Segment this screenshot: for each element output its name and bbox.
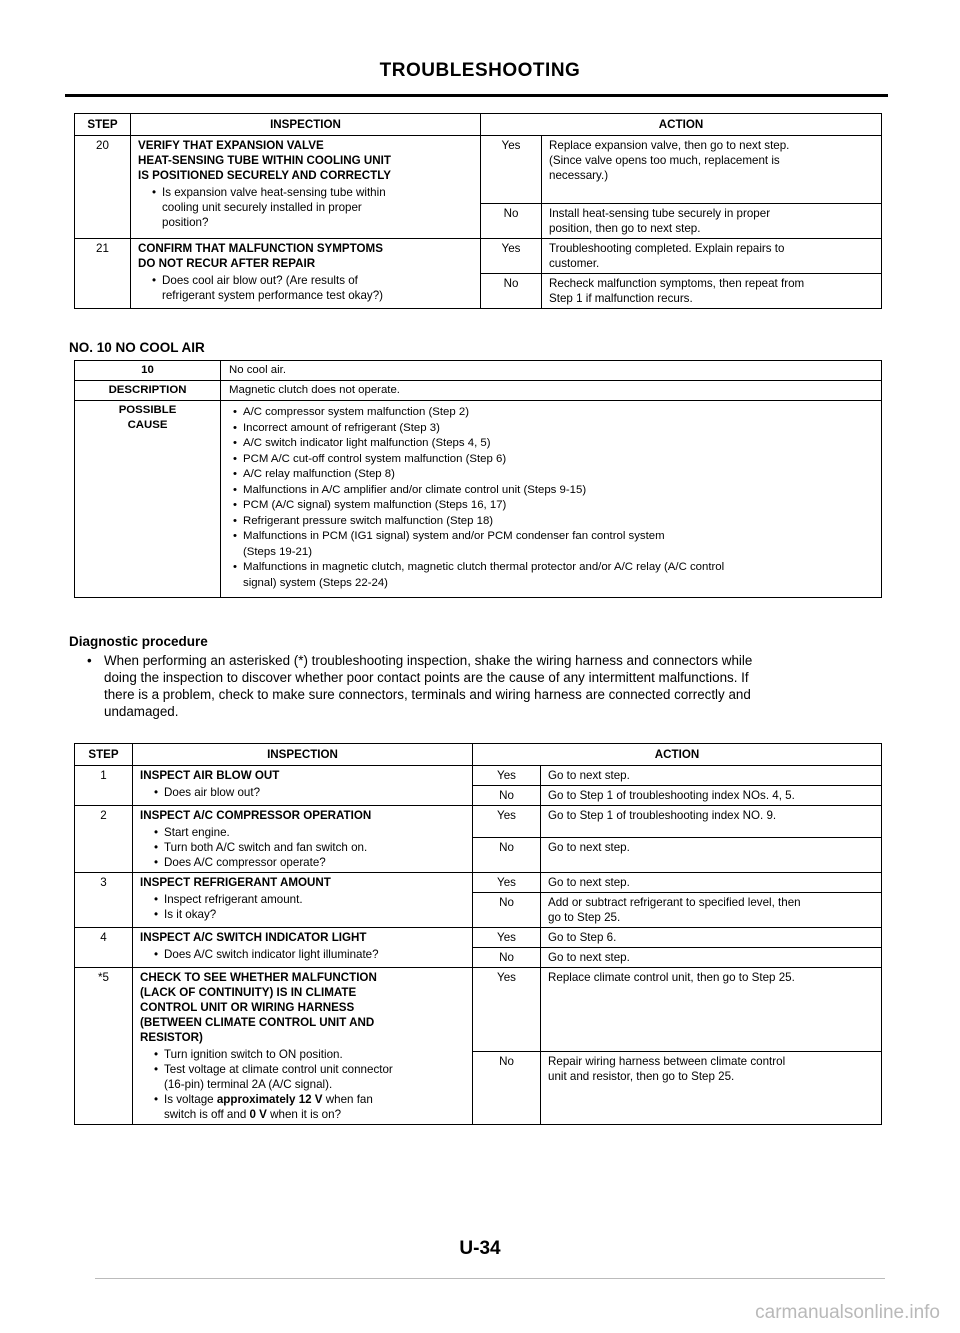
symptom-number: 10 — [75, 361, 221, 381]
diagnostic-line: doing the inspection to discover whether poor contact points are the cause of any intermittent malfunctions. If — [104, 670, 749, 685]
inspection-bullets — [140, 825, 465, 870]
table-row — [75, 381, 882, 401]
inspection-title — [138, 138, 473, 183]
inspection-title-line: CONTROL UNIT OR WIRING HARNESS — [140, 1001, 355, 1014]
bullet-text: when fan — [322, 1093, 373, 1106]
yes-label: Yes — [481, 239, 542, 274]
no-action — [541, 1052, 882, 1125]
action-line: necessary.) — [549, 169, 609, 182]
list-item: • Is expansion valve heat-sensing tube within — [162, 185, 473, 200]
list-item — [164, 1092, 465, 1107]
table-row — [75, 401, 882, 598]
inspection-cell — [131, 136, 481, 239]
list-item: • Does A/C compressor operate? — [164, 855, 465, 870]
inspection-title-line: (BETWEEN CLIMATE CONTROL UNIT AND — [140, 1016, 375, 1029]
bullet-bold-text: approximately 12 V — [216, 1093, 323, 1106]
list-item: • PCM (A/C signal) system malfunction (Steps 16, 17) — [243, 498, 873, 514]
list-item: • Is it okay? — [164, 907, 465, 922]
step-number: 4 — [75, 928, 133, 968]
no-label: No — [473, 893, 541, 928]
no-label: No — [481, 274, 542, 309]
table-header-row — [75, 744, 882, 766]
yes-action: Go to Step 6. — [541, 928, 882, 948]
inspection-bullets — [140, 1047, 465, 1122]
page-title: TROUBLESHOOTING — [379, 60, 581, 81]
list-item: • Malfunctions in A/C amplifier and/or climate control unit (Steps 9-15) — [243, 483, 873, 499]
inspection-bullets — [140, 947, 465, 962]
yes-label: Yes — [481, 136, 542, 204]
list-item: refrigerant system performance test okay?) — [162, 289, 384, 302]
no-action — [542, 204, 882, 239]
no-label: No — [473, 948, 541, 968]
list-item: • Inspect refrigerant amount. — [164, 892, 465, 907]
table-row — [75, 136, 882, 204]
yes-action — [542, 136, 882, 204]
symptom-value: No cool air. — [221, 361, 882, 381]
page-number: U-34 — [459, 1238, 501, 1259]
list-item: • Start engine. — [164, 825, 465, 840]
action-line: Repair wiring harness between climate control — [548, 1055, 786, 1068]
list-item: • A/C relay malfunction (Step 8) — [243, 467, 873, 483]
inspection-bullets — [138, 185, 473, 230]
watermark: carmanualsonline.info — [755, 1302, 940, 1323]
diagnostic-line: there is a problem, check to make sure connectors, terminals and wiring harness are connected correctly and — [104, 687, 751, 702]
inspection-title: INSPECT AIR BLOW OUT — [140, 769, 280, 782]
inspection-title-line: CONFIRM THAT MALFUNCTION SYMPTOMS — [138, 242, 383, 255]
inspection-title-line: HEAT-SENSING TUBE WITHIN COOLING UNIT — [138, 154, 391, 167]
footer-rule — [95, 1278, 885, 1279]
diagnostic-title: Diagnostic procedure — [69, 634, 208, 649]
action-line: Recheck malfunction symptoms, then repeat from — [549, 277, 805, 290]
cause-list — [229, 405, 873, 591]
diagnostic-text — [76, 652, 900, 720]
list-item: • PCM A/C cut-off control system malfunction (Step 6) — [243, 452, 873, 468]
bullet-bold-text: 0 V — [249, 1108, 267, 1121]
no-label: No — [473, 838, 541, 873]
no-label: No — [481, 204, 542, 239]
description-value: Magnetic clutch does not operate. — [221, 381, 882, 401]
action-line: Troubleshooting completed. Explain repairs to — [549, 242, 785, 255]
list-item: • Turn ignition switch to ON position. — [164, 1047, 465, 1062]
action-line: customer. — [549, 257, 600, 270]
yes-label: Yes — [473, 928, 541, 948]
list-item: • A/C compressor system malfunction (Step 2) — [243, 405, 873, 421]
step-number: *5 — [75, 968, 133, 1125]
step-number: 2 — [75, 806, 133, 873]
action-line: (Since valve opens too much, replacement is — [549, 154, 780, 167]
no-action: Go to next step. — [541, 838, 882, 873]
list-item: (Steps 19-21) — [243, 545, 313, 558]
header-inspection: INSPECTION — [131, 114, 481, 136]
symptom-table — [74, 360, 882, 598]
inspection-title: INSPECT A/C SWITCH INDICATOR LIGHT — [140, 931, 367, 944]
table-header-row — [75, 114, 882, 136]
inspection-cell — [133, 968, 473, 1125]
list-item: • Test voltage at climate control unit connector — [164, 1062, 465, 1077]
yes-label: Yes — [473, 806, 541, 838]
inspection-bullets — [138, 273, 473, 303]
list-item: • Refrigerant pressure switch malfunction (Step 18) — [243, 514, 873, 530]
inspection-title-line: CHECK TO SEE WHETHER MALFUNCTION — [140, 971, 377, 984]
yes-label: Yes — [473, 968, 541, 1052]
inspection-cell — [133, 806, 473, 873]
action-line: Install heat-sensing tube securely in proper — [549, 207, 771, 220]
yes-action: Go to next step. — [541, 766, 882, 786]
yes-action: Go to next step. — [541, 873, 882, 893]
step-number: 1 — [75, 766, 133, 806]
diagnostic-line: undamaged. — [104, 704, 179, 719]
action-line: Step 1 if malfunction recurs. — [549, 292, 693, 305]
action-line: Add or subtract refrigerant to specified level, then — [548, 896, 801, 909]
list-item: cooling unit securely installed in proper — [162, 201, 362, 214]
section-title: NO. 10 NO COOL AIR — [69, 340, 205, 355]
action-line: Replace expansion valve, then go to next step. — [549, 139, 790, 152]
inspection-cell — [131, 239, 481, 309]
yes-label: Yes — [473, 873, 541, 893]
list-item: • Does A/C switch indicator light illuminate? — [164, 947, 465, 962]
action-line: unit and resistor, then go to Step 25. — [548, 1070, 735, 1083]
table-row — [75, 766, 882, 786]
step-number: 21 — [75, 239, 131, 309]
list-item: • Does air blow out? — [164, 785, 465, 800]
yes-action: Replace climate control unit, then go to Step 25. — [541, 968, 882, 1052]
inspection-title — [140, 970, 465, 1045]
possible-cause-label — [75, 401, 221, 598]
inspection-bullets — [140, 785, 465, 800]
table-row — [75, 361, 882, 381]
possible-cause-list-cell — [221, 401, 882, 598]
inspection-bullets — [140, 892, 465, 922]
inspection-title: INSPECT REFRIGERANT AMOUNT — [140, 876, 331, 889]
bottom-step-table — [74, 743, 882, 1125]
no-action — [542, 274, 882, 309]
cause-label-line: POSSIBLE — [118, 404, 177, 416]
table-row — [75, 928, 882, 948]
top-step-table — [74, 113, 882, 309]
table-row — [75, 806, 882, 838]
yes-label: Yes — [473, 766, 541, 786]
inspection-cell — [133, 873, 473, 928]
header-step: STEP — [75, 744, 133, 766]
bullet-icon: • — [87, 653, 92, 668]
no-label: No — [473, 1052, 541, 1125]
diagnostic-line: When performing an asterisked (*) troubleshooting inspection, shake the wiring harness and connectors while — [104, 653, 753, 668]
list-item: signal) system (Steps 22-24) — [243, 576, 388, 589]
yes-action: Go to Step 1 of troubleshooting index NO. 9. — [541, 806, 882, 838]
inspection-cell — [133, 766, 473, 806]
no-action — [541, 893, 882, 928]
list-item: (16-pin) terminal 2A (A/C signal). — [164, 1078, 333, 1091]
bullet-text: Is voltage — [164, 1093, 217, 1106]
list-item — [164, 1107, 465, 1122]
table-row — [75, 239, 882, 274]
no-label: No — [473, 786, 541, 806]
title-rule — [65, 94, 888, 97]
no-action: Go to next step. — [541, 948, 882, 968]
bullet-text: when it is on? — [266, 1108, 342, 1121]
table-row — [75, 968, 882, 1052]
step-number: 3 — [75, 873, 133, 928]
inspection-title — [138, 241, 473, 271]
bullet-text: switch is off and — [164, 1108, 250, 1121]
inspection-title-line: (LACK OF CONTINUITY) IS IN CLIMATE — [140, 986, 357, 999]
list-item: • Malfunctions in PCM (IG1 signal) system and/or PCM condenser fan control system — [243, 529, 873, 545]
inspection-title-line: IS POSITIONED SECURELY AND CORRECTLY — [138, 169, 391, 182]
action-line: go to Step 25. — [548, 911, 621, 924]
no-action: Go to Step 1 of troubleshooting index NOs. 4, 5. — [541, 786, 882, 806]
inspection-title-line: DO NOT RECUR AFTER REPAIR — [138, 257, 316, 270]
list-item: • Turn both A/C switch and fan switch on. — [164, 840, 465, 855]
list-item: • Malfunctions in magnetic clutch, magnetic clutch thermal protector and/or A/C relay (A/C control — [243, 560, 873, 576]
list-item: • Incorrect amount of refrigerant (Step 3) — [243, 421, 873, 437]
list-item: • A/C switch indicator light malfunction (Steps 4, 5) — [243, 436, 873, 452]
header-step: STEP — [75, 114, 131, 136]
action-line: position, then go to next step. — [549, 222, 701, 235]
inspection-title: INSPECT A/C COMPRESSOR OPERATION — [140, 809, 372, 822]
inspection-title-line: RESISTOR) — [140, 1031, 203, 1044]
cause-label-line: CAUSE — [127, 419, 168, 431]
table-row — [75, 873, 882, 893]
header-inspection: INSPECTION — [133, 744, 473, 766]
yes-action — [542, 239, 882, 274]
inspection-title-line: VERIFY THAT EXPANSION VALVE — [138, 139, 324, 152]
list-item: position? — [162, 216, 209, 229]
header-action: ACTION — [481, 114, 882, 136]
step-number: 20 — [75, 136, 131, 239]
list-item: • Does cool air blow out? (Are results of — [162, 273, 473, 288]
inspection-cell — [133, 928, 473, 968]
description-label: DESCRIPTION — [75, 381, 221, 401]
header-action: ACTION — [473, 744, 882, 766]
